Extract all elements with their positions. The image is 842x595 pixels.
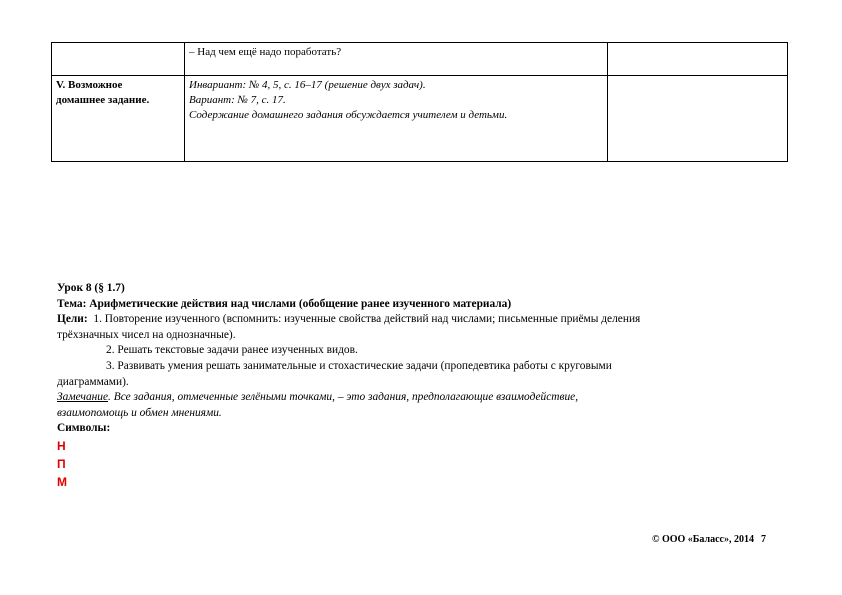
goal-3-text: 3. Развивать умения решать занимательные и стохастические задачи (пропедевтика работы с круговыми xyxy=(106,359,612,372)
symbol-p: П xyxy=(57,456,66,471)
lesson-title: Урок 8 (§ 1.7) xyxy=(57,282,125,294)
homework-discussion: Содержание домашнего задания обсуждается учителем и детьми. xyxy=(189,109,508,121)
question-text: – Над чем ещё надо поработать? xyxy=(189,46,342,58)
stage-title-line2: домашнее задание. xyxy=(56,94,150,106)
symbol-m: М xyxy=(57,474,67,489)
lesson-description xyxy=(57,281,777,491)
homework-invariant: Инвариант: № 4, 5, с. 16–17 (решение двух задач). xyxy=(189,79,426,91)
goal-2-text: 2. Решать текстовые задачи ранее изученных видов. xyxy=(106,344,358,357)
activity-cell xyxy=(185,43,608,76)
symbol-n: Н xyxy=(57,438,66,453)
goal-3-continuation: диаграммами). xyxy=(57,375,129,388)
table-row xyxy=(52,43,788,76)
goal-1-continuation: трёхзначных чисел на однозначные). xyxy=(57,328,236,341)
goal-1-text: 1. Повторение изученного (вспомнить: изученные свойства действий над числами; письменные приёмы деления xyxy=(93,313,641,326)
lesson-topic: Тема: Арифметические действия над числами (обобщение ранее изученного материала) xyxy=(57,297,512,310)
goals-line1 xyxy=(57,312,777,328)
table-row xyxy=(52,76,788,162)
notes-cell xyxy=(608,43,788,76)
stage-title-line1: V. Возможное xyxy=(56,79,123,91)
remark-text: . Все задания, отмеченные зелёными точками, – это задания, предполагающие взаимодействие, xyxy=(108,391,579,404)
activity-cell xyxy=(185,76,608,162)
stage-cell xyxy=(52,43,185,76)
notes-cell xyxy=(608,76,788,162)
goals-label: Цели: xyxy=(57,313,88,326)
page-number: 7 xyxy=(761,534,766,545)
remark-label: Замечание xyxy=(57,391,109,404)
copyright-text: © ООО «Баласс», 2014 xyxy=(652,534,754,545)
page-footer xyxy=(652,534,766,545)
symbols-label: Символы: xyxy=(57,422,111,435)
remark-line1 xyxy=(57,390,777,406)
remark-line2: взаимопомощь и обмен мнениями. xyxy=(57,406,222,419)
homework-variant: Вариант: № 7, с. 17. xyxy=(189,94,286,106)
stage-cell xyxy=(52,76,185,162)
lesson-plan-table xyxy=(51,42,788,162)
